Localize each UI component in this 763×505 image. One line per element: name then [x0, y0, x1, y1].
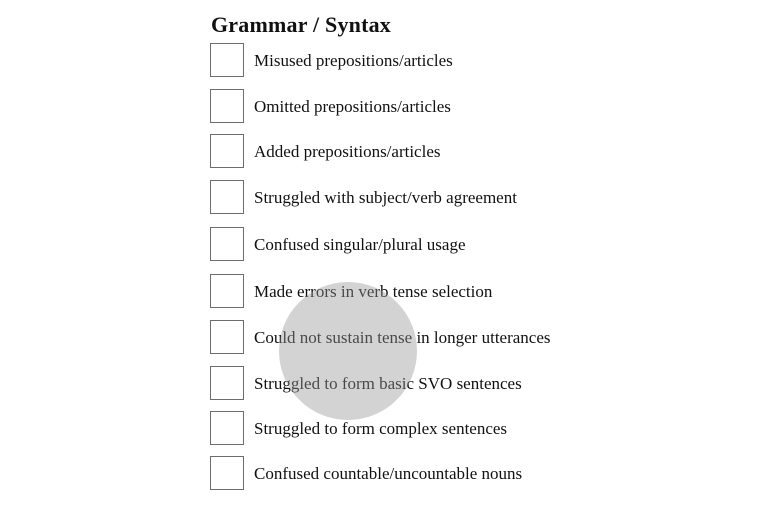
- checklist-item[interactable]: [210, 366, 730, 404]
- checkbox[interactable]: [210, 180, 244, 214]
- checklist-item-label: Struggled with subject/verb agreement: [254, 188, 517, 207]
- checklist-item-label: Omitted prepositions/articles: [254, 97, 451, 116]
- checklist-item[interactable]: [210, 180, 730, 218]
- checklist-item-label: Misused prepositions/articles: [254, 51, 453, 70]
- checklist-item-label: Struggled to form basic SVO sentences: [254, 374, 522, 393]
- checklist-item[interactable]: [210, 411, 730, 449]
- checklist-item[interactable]: [210, 456, 730, 494]
- checklist-item-label: Confused countable/uncountable nouns: [254, 464, 523, 483]
- checklist-item-label: Struggled to form complex sentences: [254, 419, 508, 438]
- checklist-item[interactable]: [210, 43, 730, 81]
- checklist-item[interactable]: [210, 227, 730, 265]
- checklist-item[interactable]: [210, 89, 730, 127]
- checkbox[interactable]: [210, 227, 244, 261]
- checklist-item-label: Made errors in verb tense selection: [254, 282, 493, 301]
- checkbox[interactable]: [210, 366, 244, 400]
- checklist-item[interactable]: [210, 134, 730, 172]
- checkbox[interactable]: [210, 411, 244, 445]
- checkbox[interactable]: [210, 89, 244, 123]
- checkbox[interactable]: [210, 456, 244, 490]
- section-title: Grammar / Syntax: [211, 12, 392, 37]
- checkbox[interactable]: [210, 320, 244, 354]
- checklist-item[interactable]: [210, 274, 730, 312]
- checklist-item-label: Could not sustain tense in longer utterances: [254, 328, 551, 347]
- checkbox[interactable]: [210, 43, 244, 77]
- checkbox[interactable]: [210, 274, 244, 308]
- checklist-item-label: Confused singular/plural usage: [254, 235, 466, 254]
- checkbox[interactable]: [210, 134, 244, 168]
- checklist-item[interactable]: [210, 320, 730, 358]
- checklist-item-label: Added prepositions/articles: [254, 142, 441, 161]
